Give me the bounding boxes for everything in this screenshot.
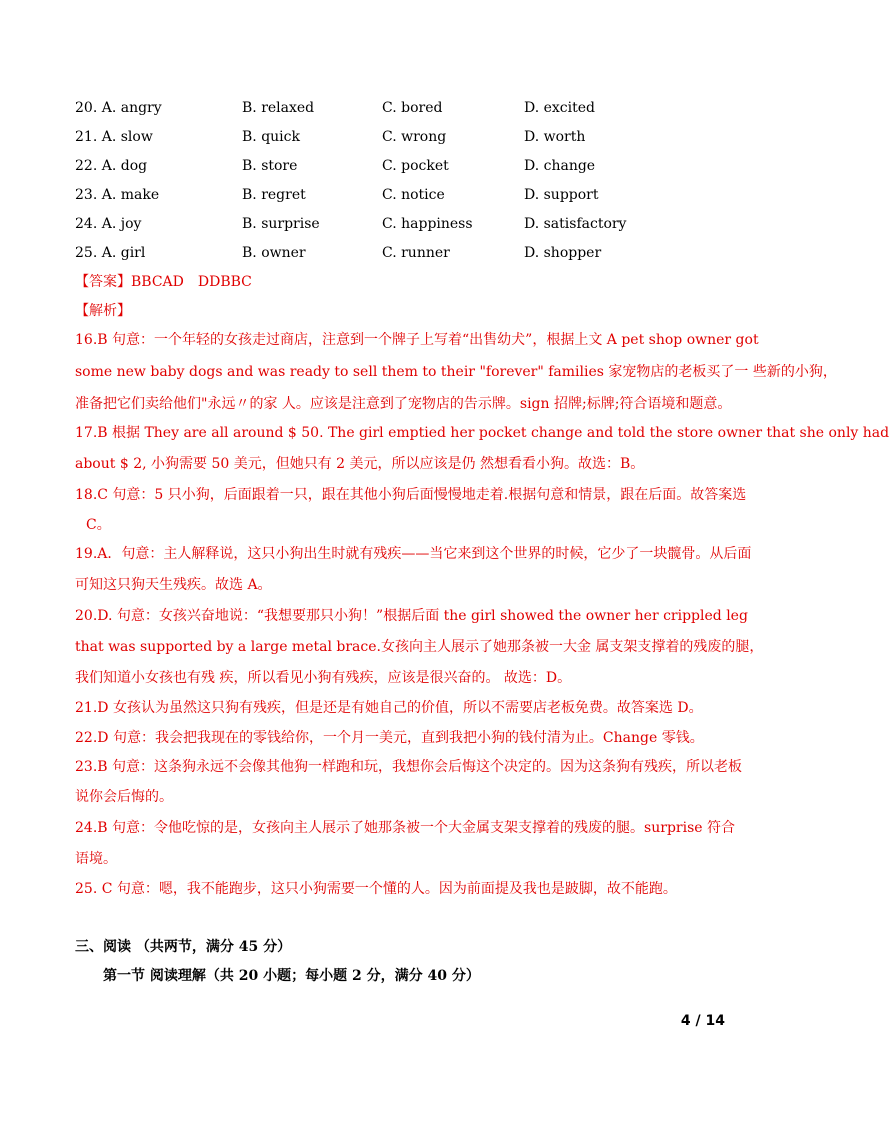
page-number: 4 / 14: [680, 1013, 725, 1029]
option-a: 21. A. slow: [75, 129, 153, 145]
analysis-line: 24.B 句意：令他吃惊的是，女孩向主人展示了她那条被一个大金属支架支撑着的残废的腿。surprise 符合: [75, 820, 735, 836]
analysis-line: some new baby dogs and was ready to sell them to their "forever" families 家宠物店的老板买了一 些新的小狗，: [75, 364, 837, 380]
option-a: 22. A. dog: [75, 158, 148, 174]
option-row-22: [75, 155, 735, 177]
analysis-line: 19.A．句意：主人解释说，这只小狗出生时就有残疾——当它来到这个世界的时候，它少了一块髋骨。从后面: [75, 546, 752, 562]
option-d: D. shopper: [524, 245, 602, 261]
analysis-line: 语境。: [75, 851, 117, 867]
analysis-line: 21.D 女孩认为虽然这只狗有残疾，但是还是有她自己的价值，所以不需要店老板免费。故答案选 D。: [75, 700, 703, 716]
analysis-line: 可知这只狗天生残疾。故选 A。: [75, 577, 272, 593]
option-d: D. worth: [524, 129, 586, 145]
analysis-line: 20.D. 句意：女孩兴奋地说：“我想要那只小狗！”根据后面 the girl showed the owner her crippled leg: [75, 608, 748, 624]
option-row-24: [75, 213, 735, 235]
analysis-line: 准备把它们卖给他们"永远〃的家 人。应该是注意到了宠物店的告示牌。sign 招牌;标牌;符合语境和题意。: [75, 396, 732, 412]
analysis-line: 16.B 句意：一个年轻的女孩走过商店，注意到一个牌子上写着“出售幼犬”，根据上文 A pet shop owner got: [75, 332, 759, 348]
analysis-line: C。: [86, 517, 111, 533]
option-d: D. support: [524, 187, 599, 203]
option-row-20: [75, 97, 735, 119]
option-c: C. happiness: [382, 216, 473, 232]
option-d: D. satisfactory: [524, 216, 627, 232]
option-row-21: [75, 126, 735, 148]
option-b: B. owner: [242, 245, 306, 261]
option-b: B. quick: [242, 129, 300, 145]
subsection-title: 第一节 阅读理解（共 20 小题；每小题 2 分，满分 40 分）: [103, 968, 480, 984]
analysis-line: about $ 2, 小狗需要 50 美元，但她只有 2 美元，所以应该是仍 然想看看小狗。故选：B。: [75, 456, 645, 472]
option-b: B. regret: [242, 187, 306, 203]
option-b: B. surprise: [242, 216, 320, 232]
option-c: C. runner: [382, 245, 450, 261]
option-d: D. excited: [524, 100, 595, 116]
analysis-line: 说你会后悔的。: [75, 789, 173, 805]
answer-key: 【答案】BBCAD DDBBC: [75, 274, 252, 290]
option-row-25: [75, 242, 735, 264]
option-c: C. wrong: [382, 129, 447, 145]
analysis-line: 22.D 句意：我会把我现在的零钱给你，一个月一美元，直到我把小狗的钱付清为止。Change 零钱。: [75, 730, 704, 746]
option-row-23: [75, 184, 735, 206]
option-a: 23. A. make: [75, 187, 160, 203]
option-c: C. pocket: [382, 158, 449, 174]
analysis-line: 23.B 句意：这条狗永远不会像其他狗一样跑和玩，我想你会后悔这个决定的。因为这条狗有残疾，所以老板: [75, 759, 743, 775]
analysis-line: 25. C 句意：嗯，我不能跑步，这只小狗需要一个懂的人。因为前面提及我也是跛脚，故不能跑。: [75, 881, 677, 897]
analysis-line: 17.B 根据 They are all around $ 50. The girl emptied her pocket change and told the store owner that she only had: [75, 425, 889, 441]
option-a: 20. A. angry: [75, 100, 162, 116]
analysis-heading: 【解析】: [75, 303, 131, 319]
option-b: B. relaxed: [242, 100, 315, 116]
analysis-line: 我们知道小女孩也有残 疾，所以看见小狗有残疾，应该是很兴奋的。 故选：D。: [75, 670, 572, 686]
option-c: C. bored: [382, 100, 443, 116]
option-b: B. store: [242, 158, 298, 174]
option-d: D. change: [524, 158, 596, 174]
section-title: 三、阅读 （共两节，满分 45 分）: [75, 939, 292, 955]
analysis-line: that was supported by a large metal brace.女孩向主人展示了她那条被一大金 属支架支撑着的残废的腿，: [75, 639, 764, 655]
option-a: 25. A. girl: [75, 245, 146, 261]
analysis-line: 18.C 句意：5 只小狗，后面跟着一只，跟在其他小狗后面慢慢地走着.根据句意和情景，跟在后面。故答案选: [75, 487, 747, 503]
option-a: 24. A. joy: [75, 216, 142, 232]
option-c: C. notice: [382, 187, 445, 203]
